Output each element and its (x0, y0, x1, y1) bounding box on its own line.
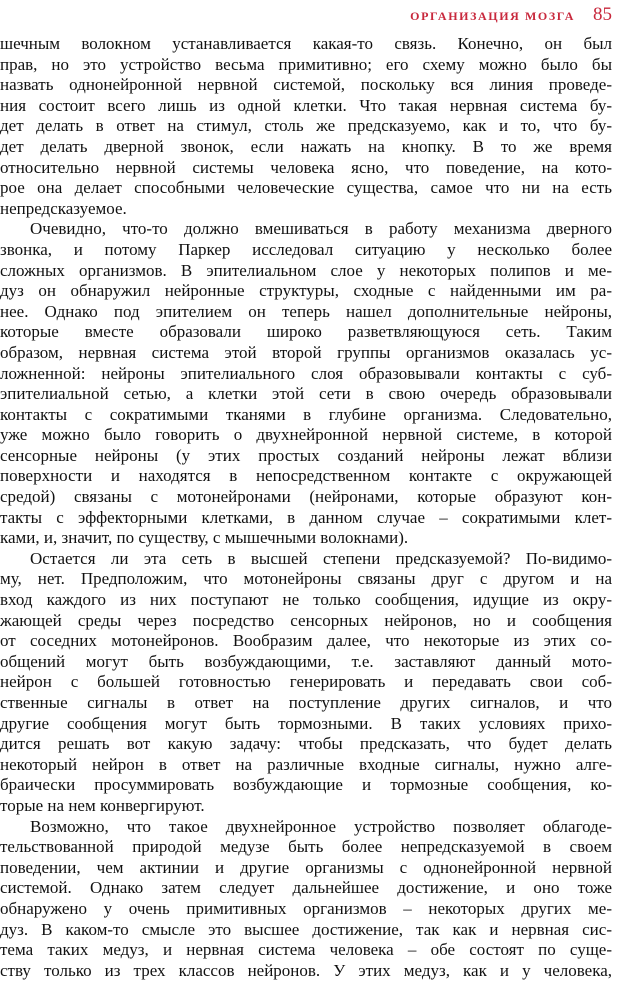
text-line: жающей среды через посредство сенсорных нейронов, но и сообщения (0, 610, 612, 630)
text-line: Возможно, что такое двухнейронное устройство позволяет облагоде- (30, 816, 612, 836)
text-line: нее. Однако под эпителием он теперь нашел дополнительные нейроны, (0, 301, 612, 321)
text-line: такты с эффекторными клетками, в данном случае – сократимыми клет- (0, 507, 612, 527)
text-line: звонка, и потому Паркер исследовал ситуацию у несколько более (0, 239, 612, 259)
text-line: общений могут быть возбуждающими, т.е. заставляют данный мото- (0, 651, 612, 671)
text-line: некоторый нейрон в ответ на различные входные сигналы, нужно алге- (0, 754, 612, 774)
body-text (0, 34, 612, 981)
text-line: вход каждого из них поступают не только сообщения, идущие из окру- (0, 590, 612, 610)
text-line: системой. Однако затем следует дальнейшее достижение, и оно тоже (0, 878, 612, 898)
text-line: торые на нем конвергируют. (0, 795, 205, 815)
text-line: ственные сигналы в ответ на поступление других сигналов, и что (0, 693, 612, 712)
text-line: сложных организмов. В эпителиальном слое у некоторых полипов и ме- (0, 260, 612, 280)
text-line: ками, и, значит, по существу, с мышечными волокнами). (0, 528, 409, 548)
text-line: тельствованной природой медузе быть более непредсказуемой в своем (0, 837, 612, 857)
text-line: ложненной: нейроны эпителиального слоя образовывали контакты с суб- (0, 363, 612, 383)
text-line: браически просуммировать возбуждающие и тормозные сообщения, ко- (0, 775, 612, 795)
text-line: Очевидно, что-то должно вмешиваться в работу механизма дверного (30, 219, 612, 239)
text-line: дится решать вот какую задачу: чтобы предсказать, что будет делать (0, 734, 612, 754)
text-line: от соседних мотонейронов. Вообразим далее, что некоторые из этих со- (0, 631, 612, 651)
text-line: которые вместе образовали широко разветвляющуюся сеть. Таким (0, 322, 612, 342)
text-line: образом, нервная система этой второй группы организмов оказалась ус- (0, 342, 612, 362)
text-line: уже можно было говорить о двухнейронной нервной системе, в которой (0, 425, 612, 445)
running-head (410, 4, 612, 26)
page-number: 85 (593, 4, 612, 25)
text-line: дуз он обнаружил нейронные структуры, сходные с найденными им ра- (0, 281, 612, 301)
text-line: прав, но это устройство весьма примитивно; его схему можно было бы (0, 54, 612, 74)
text-line: Остается ли эта сеть в высшей степени предсказуемой? По-видимо- (30, 548, 612, 568)
text-line: средой) связаны с мотонейронами (нейронами, которые образуют кон- (0, 487, 612, 507)
text-line: поверхности и находятся в непосредственном контакте с окружающей (0, 466, 612, 486)
text-line: шечным волокном устанавливается какая-то связь. Конечно, он был (0, 34, 612, 53)
text-line: контакты с сократимыми тканями в глубине организма. Следовательно, (0, 404, 612, 424)
text-line: дет делать дверной звонок, если нажать на кнопку. В то же время (0, 136, 612, 156)
text-line: назвать однонейронной нервной системой, поскольку вся линия проведе- (0, 75, 612, 95)
text-line: эпителиальной сетью, а клетки этой сети в свою очередь образовывали (0, 384, 612, 404)
text-line: ния состоит всего лишь из одной клетки. Что такая нервная система бу- (0, 95, 612, 115)
text-line: относительно нервной системы человека ясно, что поведение, на кото- (0, 157, 612, 177)
text-line: ству только из трех классов нейронов. У этих медуз, как и у человека, (0, 960, 612, 980)
text-line: другие сообщения могут быть тормозными. В таких условиях прихо- (0, 713, 612, 733)
text-line: обнаружено у очень примитивных организмов – некоторых других ме- (0, 898, 612, 918)
text-line: дуз. В каком-то смысле это высшее достижение, так как и нервная сис- (0, 919, 612, 939)
text-line: му, нет. Предположим, что мотонейроны связаны друг с другом и на (0, 569, 612, 589)
running-title: ОРГАНИЗАЦИЯ МОЗГА (410, 9, 575, 23)
text-line: поведении, чем актинии и другие организмы с однонейронной нервной (0, 857, 612, 877)
text-line: непредсказуемое. (0, 198, 127, 218)
text-line: дет делать в ответ на стимул, столь же предсказуемо, как и то, что бу- (0, 116, 612, 136)
text-line: рое она делает способными человеческие существа, самое что ни на есть (0, 178, 612, 198)
text-line: нейрон с большей готовностью генерировать и передавать свои соб- (0, 672, 612, 692)
text-line: сенсорные нейроны (у этих простых созданий нейроны лежат вблизи (0, 445, 612, 465)
text-line: тема таких медуз, и нервная система человека – обе состоят по суще- (0, 940, 612, 960)
